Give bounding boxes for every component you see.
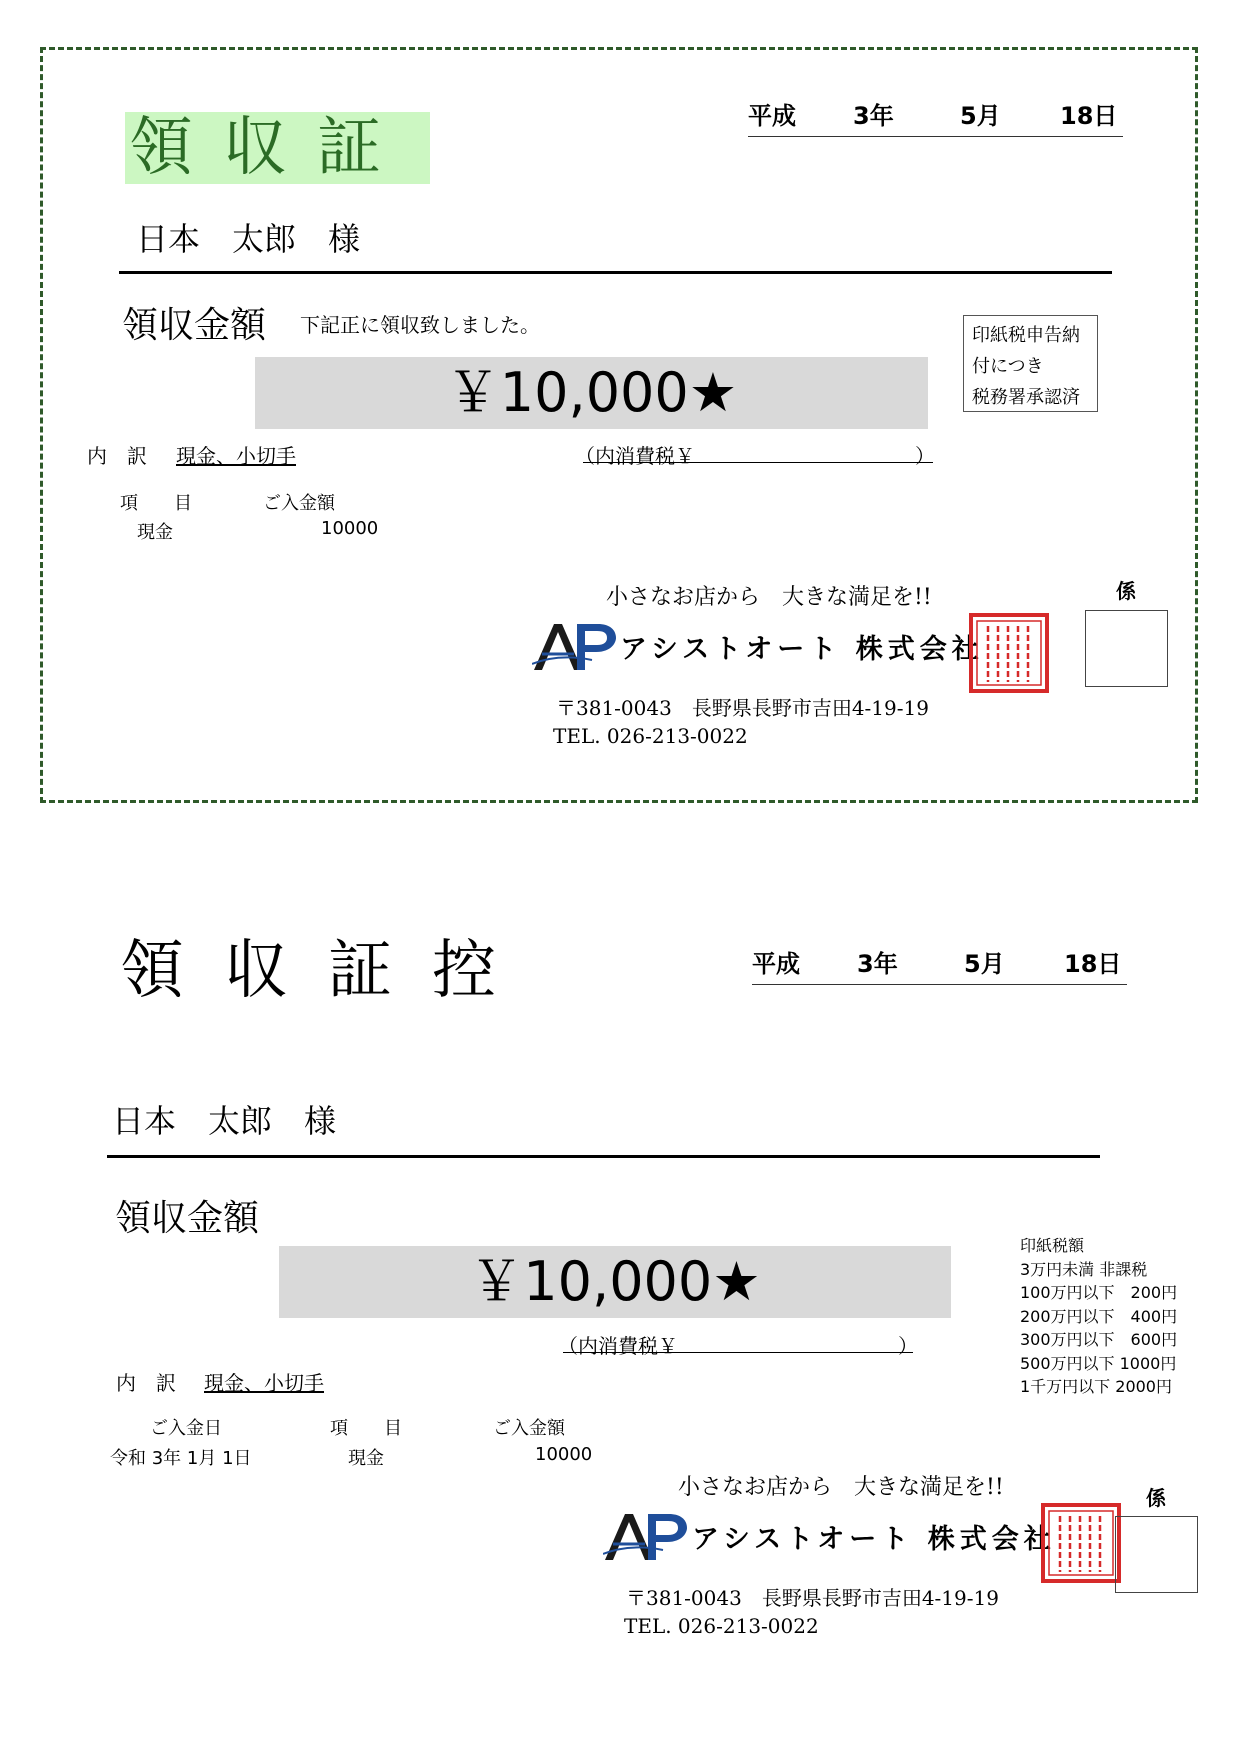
copy-tax-open: （内消費税￥ bbox=[558, 1334, 678, 1358]
copy-date-year: 3年 bbox=[857, 950, 898, 978]
copy-recipient-underline bbox=[107, 1155, 1100, 1158]
stamp-tax-row: 300万円以下 600円 bbox=[1020, 1330, 1178, 1349]
recipient-name: 日本 太郎 様 bbox=[136, 220, 361, 258]
copy-company-logo-icon bbox=[603, 1510, 688, 1562]
copy-company-name: アシストオート 株式会社 bbox=[692, 1524, 1056, 1555]
copy-amount-label: 領収金額 bbox=[115, 1198, 260, 1239]
slogan: 小さなお店から 大きな満足を!! bbox=[606, 585, 932, 610]
copy-breakdown-value: 現金、小切手 bbox=[204, 1371, 324, 1395]
date-underline bbox=[748, 136, 1123, 137]
stamp-tax-row: 100万円以下 200円 bbox=[1020, 1283, 1178, 1302]
company-logo-icon bbox=[532, 620, 617, 672]
received-note: 下記正に領収致しました。 bbox=[300, 313, 540, 337]
stamp-tax-approval-box bbox=[963, 315, 1098, 412]
copy-tax-close: ） bbox=[898, 1334, 918, 1358]
copy-tax-underline bbox=[563, 1352, 913, 1353]
stamp-tax-line-1: 印紙税申告納 bbox=[972, 325, 1080, 346]
item-row-item: 現金 bbox=[137, 522, 173, 543]
stamp-tax-row: 3万円未満 非課税 bbox=[1020, 1259, 1148, 1279]
stamp-tax-row: 500万円以下 1000円 bbox=[1020, 1353, 1177, 1373]
copy-amount-value: ￥10,000★ bbox=[469, 1250, 761, 1313]
person-in-charge-box bbox=[1085, 610, 1168, 687]
copy-breakdown-label: 内 訳 bbox=[116, 1371, 176, 1395]
copy-date-era: 平成 bbox=[752, 950, 800, 978]
copy-item-row-amount: 10000 bbox=[535, 1444, 593, 1465]
date-month: 5月 bbox=[960, 102, 1001, 130]
breakdown-value: 現金、小切手 bbox=[176, 444, 296, 468]
items-header-amount: ご入金額 bbox=[263, 493, 335, 514]
copy-company-seal-icon bbox=[1040, 1502, 1122, 1584]
copy-recipient-name: 日本 太郎 様 bbox=[112, 1102, 337, 1140]
stamp-tax-line-2: 付につき bbox=[972, 356, 1044, 377]
stamp-tax-table bbox=[1020, 1234, 1177, 1399]
breakdown-label: 内 訳 bbox=[87, 444, 147, 468]
copy-slogan: 小さなお店から 大きな満足を!! bbox=[678, 1475, 1004, 1500]
person-in-charge-label: 係 bbox=[1116, 579, 1136, 603]
copy-amount-box bbox=[279, 1246, 951, 1318]
postal-address: 〒381-0043 長野県長野市吉田4-19-19 bbox=[556, 696, 929, 720]
stamp-tax-line-3: 税務署承認済 bbox=[972, 387, 1080, 408]
stamp-tax-row: 200万円以下 400円 bbox=[1020, 1306, 1178, 1326]
amount-box bbox=[255, 357, 928, 429]
receipt-title: 領収証 bbox=[125, 112, 430, 184]
amount-label: 領収金額 bbox=[122, 305, 267, 346]
copy-item-row-item: 現金 bbox=[348, 1448, 384, 1469]
copy-postal-address: 〒381-0043 長野県長野市吉田4-19-19 bbox=[626, 1586, 999, 1610]
date-era: 平成 bbox=[748, 102, 796, 130]
tax-underline bbox=[583, 462, 933, 463]
copy-items-header-date: ご入金日 bbox=[150, 1418, 222, 1439]
items-header-item: 項 目 bbox=[120, 493, 192, 514]
copy-date-day: 18日 bbox=[1064, 950, 1122, 978]
telephone: TEL. 026-213-0022 bbox=[553, 724, 748, 748]
copy-person-in-charge-box bbox=[1115, 1516, 1198, 1593]
copy-items-header-item: 項 目 bbox=[330, 1418, 402, 1439]
amount-value: ￥10,000★ bbox=[445, 361, 738, 424]
copy-item-row-date: 令和 3年 1月 1日 bbox=[110, 1448, 252, 1469]
copy-items-header-amount: ご入金額 bbox=[493, 1418, 565, 1439]
copy-telephone: TEL. 026-213-0022 bbox=[624, 1614, 819, 1638]
copy-date-underline bbox=[752, 984, 1127, 985]
date-day: 18日 bbox=[1060, 102, 1118, 130]
copy-person-in-charge-label: 係 bbox=[1146, 1486, 1166, 1510]
recipient-underline bbox=[119, 271, 1112, 274]
date-year: 3年 bbox=[853, 102, 894, 130]
company-name: アシストオート 株式会社 bbox=[620, 634, 984, 665]
tax-open: （内消費税￥ bbox=[575, 444, 695, 468]
copy-date-month: 5月 bbox=[964, 950, 1005, 978]
item-row-amount: 10000 bbox=[321, 518, 379, 539]
stamp-tax-table-title: 印紙税額 bbox=[1020, 1236, 1085, 1255]
tax-close: ） bbox=[915, 444, 935, 468]
copy-title: 領収証控 bbox=[120, 934, 536, 1008]
stamp-tax-row: 1千万円以下 2000円 bbox=[1020, 1377, 1172, 1396]
company-seal-icon bbox=[968, 612, 1050, 694]
